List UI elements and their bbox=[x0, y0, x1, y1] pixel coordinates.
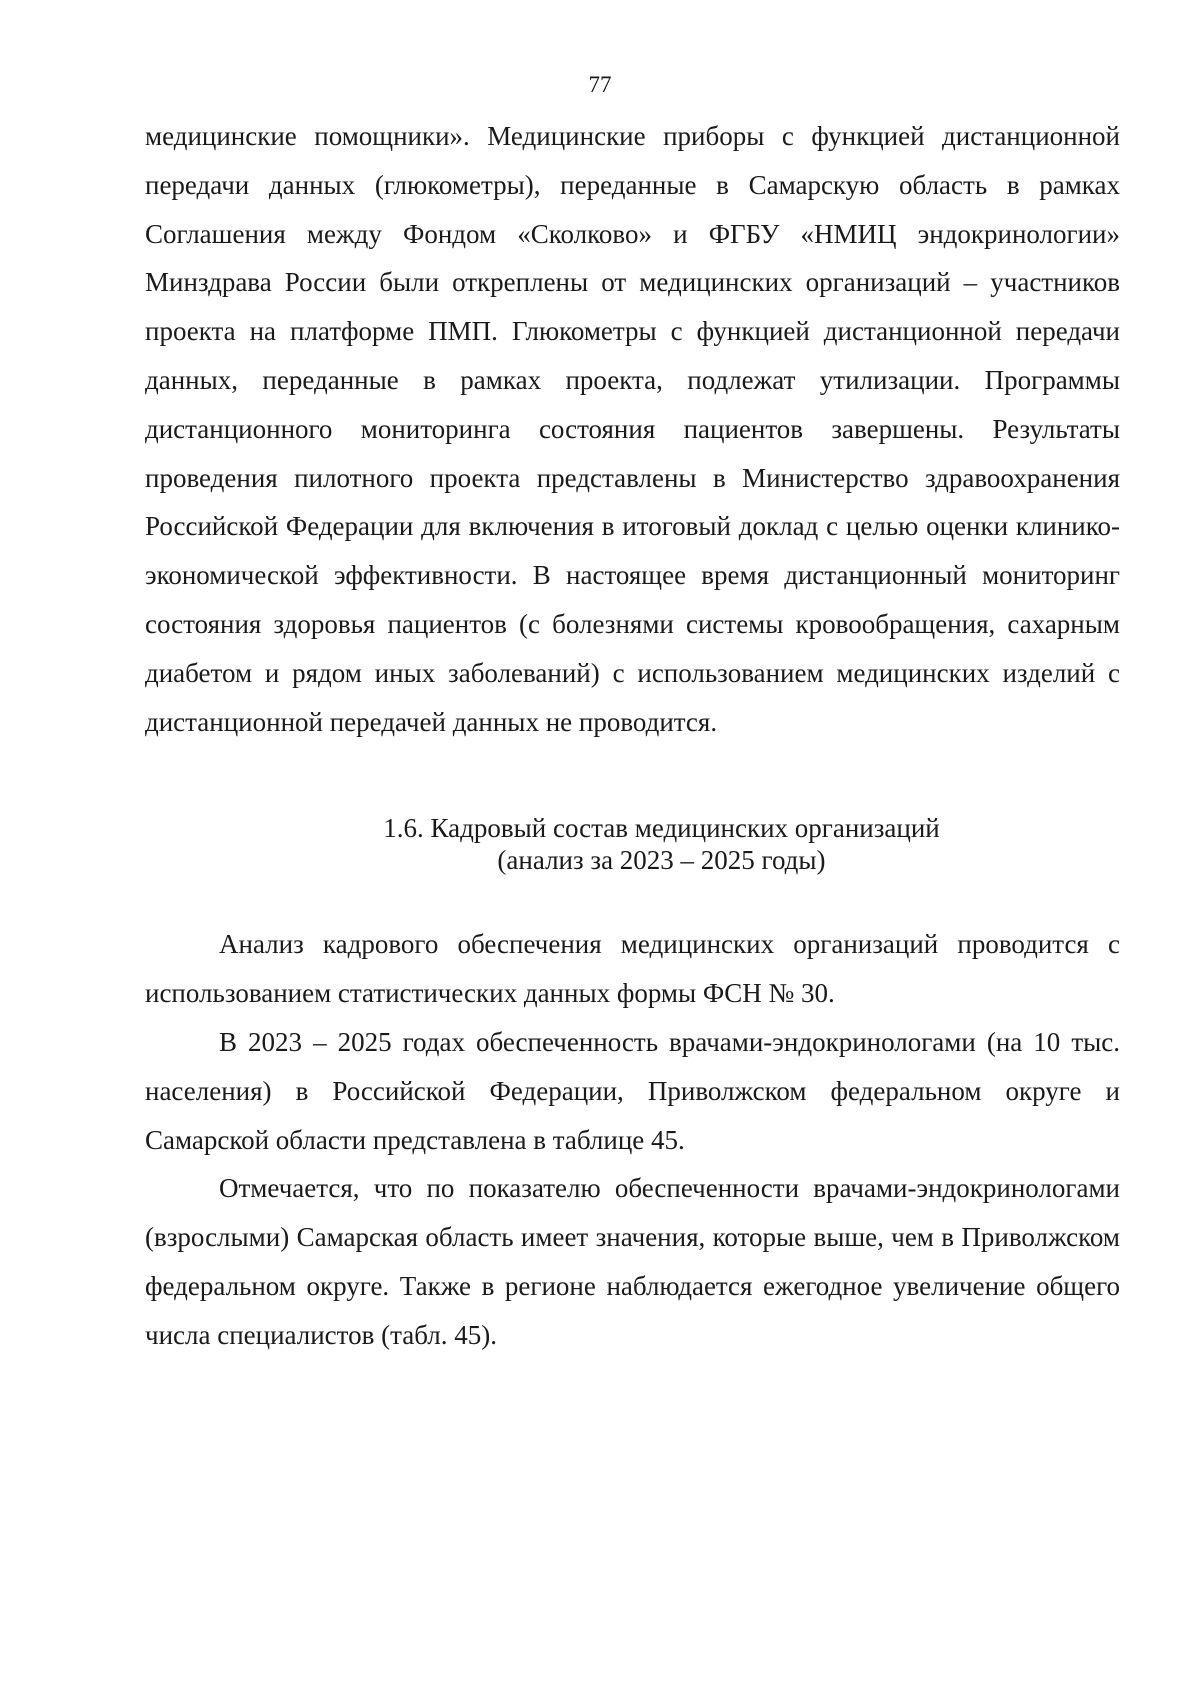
paragraph: Отмечается, что по показателю обеспеченности врачами-эндокринологами (взрослыми) Самарская область имеет значения, которые выше, чем в Приволжском федеральном округе. Также в регионе наблюдается ежегодное увеличение общего числа специалистов (табл. 45). bbox=[145, 1173, 1120, 1350]
paragraph: Анализ кадрового обеспечения медицинских организаций проводится с использованием статистических данных формы ФСН № 30. bbox=[145, 929, 1120, 1009]
page-number: 77 bbox=[588, 72, 612, 97]
page-content bbox=[145, 112, 1120, 1360]
section-subtitle: (анализ за 2023 – 2025 годы) bbox=[497, 845, 826, 876]
section-heading bbox=[145, 812, 1120, 876]
section-title: 1.6. Кадровый состав медицинских организаций bbox=[383, 813, 940, 844]
paragraph: В 2023 – 2025 годах обеспеченность врачами-эндокринологами (на 10 тыс. населения) в Российской Федерации, Приволжском федеральном округе и Самарской области представлена в таблице 45. bbox=[145, 1026, 1120, 1155]
paragraph-continuation: медицинские помощники». Медицинские приборы с функцией дистанционной передачи данных (глюкометры), переданные в Самарскую область в рамках Соглашения между Фондом «Сколково» и ФГБУ «НМИЦ эндокринологии» Минздрава России были откреплены от медицинских организаций – участников проекта на платформе ПМП. Глюкометры с функцией дистанционной передачи данных, переданные в рамках проекта, подлежат утилизации. Программы дистанционного мониторинга состояния пациентов завершены. Результаты проведения пилотного проекта представлены в Министерство здравоохранения Российской Федерации для включения в итоговый доклад с целью оценки клинико-экономической эффективности. В настоящее время дистанционный мониторинг состояния здоровья пациентов (с болезнями системы кровообращения, сахарным диабетом и рядом иных заболеваний) с использованием медицинских изделий с дистанционной передачей данных не проводится. bbox=[145, 121, 1120, 737]
